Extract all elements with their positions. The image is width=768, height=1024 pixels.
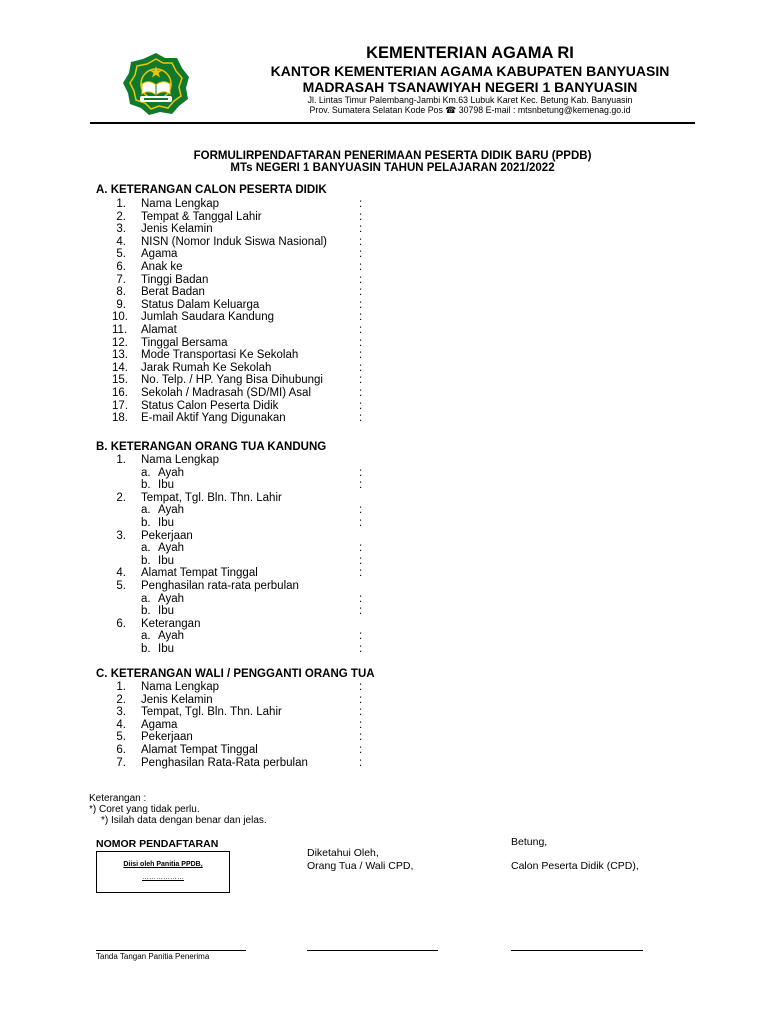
sub-field-letter: a.: [141, 466, 151, 479]
field-colon: :: [359, 630, 363, 643]
field-colon: :: [359, 466, 363, 479]
field-row: [0, 580, 768, 593]
sub-field-label: Ayah: [158, 542, 185, 555]
field-label: Mode Transportasi Ke Sekolah: [141, 349, 299, 362]
field-row: [0, 492, 768, 505]
field-number: 14.: [112, 361, 128, 374]
field-colon: :: [359, 744, 363, 756]
field-number: 6.: [116, 744, 126, 756]
sub-field-row: [0, 542, 768, 555]
field-colon: :: [359, 374, 363, 387]
sub-field-letter: a.: [141, 630, 151, 643]
field-colon: :: [359, 198, 363, 210]
field-colon: :: [359, 324, 363, 336]
field-label: Nama Lengkap: [141, 454, 219, 466]
field-colon: :: [359, 554, 363, 567]
field-colon: :: [359, 718, 363, 731]
field-number: 4.: [116, 718, 126, 731]
field-colon: :: [359, 504, 363, 517]
note-line-1: *) Coret yang tidak perlu.: [89, 804, 200, 815]
field-number: 9.: [116, 298, 126, 311]
field-row: [0, 286, 768, 299]
sub-field-letter: a.: [141, 542, 151, 555]
sub-field-label: Ibu: [158, 605, 174, 618]
field-number: 5.: [116, 248, 126, 261]
field-number: 2.: [116, 210, 126, 223]
field-colon: :: [359, 517, 363, 529]
field-colon: :: [359, 756, 363, 769]
field-row: [0, 567, 768, 580]
field-label: Jarak Rumah Ke Sekolah: [141, 361, 272, 374]
sub-field-row: [0, 630, 768, 643]
field-row: [0, 337, 768, 350]
field-colon: :: [359, 273, 363, 286]
field-number: 4.: [116, 567, 126, 580]
field-label: Penghasilan rata-rata perbulan: [141, 580, 299, 592]
committee-signature-line: [96, 950, 246, 951]
field-colon: :: [359, 349, 363, 362]
field-label: Jumlah Saudara Kandung: [141, 311, 274, 324]
field-label: Pekerjaan: [141, 731, 193, 744]
sub-field-row: [0, 643, 768, 656]
field-row: [0, 274, 768, 287]
field-colon: :: [359, 567, 363, 580]
student-signature-line: [511, 950, 643, 951]
field-label: Berat Badan: [141, 286, 205, 299]
form-title: FORMULIRPENDAFTARAN PENERIMAAN PESERTA DIDIK BARU (PPDB): [193, 150, 592, 162]
sub-field-letter: b.: [141, 479, 151, 492]
field-colon: :: [359, 387, 363, 399]
sub-field-row: [0, 517, 768, 530]
sub-field-letter: b.: [141, 517, 151, 529]
field-row: [0, 236, 768, 249]
field-label: Pekerjaan: [141, 529, 193, 542]
section-a-title: A. KETERANGAN CALON PESERTA DIDIK: [96, 184, 327, 196]
field-row: [0, 299, 768, 312]
field-label: Agama: [141, 248, 178, 261]
field-row: [0, 681, 768, 694]
field-colon: :: [359, 693, 363, 706]
field-row: [0, 731, 768, 744]
sub-field-letter: a.: [141, 504, 151, 517]
registration-box-label: Diisi oleh Panitia PPDB,: [123, 861, 203, 868]
field-number: 12.: [112, 336, 128, 349]
field-number: 11.: [112, 324, 128, 336]
sub-field-label: Ibu: [158, 479, 174, 492]
field-label: Keterangan: [141, 617, 201, 630]
field-row: [0, 719, 768, 732]
field-number: 8.: [116, 286, 126, 299]
place-label: Betung,: [511, 836, 548, 848]
field-colon: :: [359, 298, 363, 311]
sub-field-label: Ayah: [158, 466, 185, 479]
field-label: No. Telp. / HP. Yang Bisa Dihubungi: [141, 374, 323, 387]
field-row: [0, 223, 768, 236]
registration-number-box: [96, 851, 230, 893]
section-b-title: B. KETERANGAN ORANG TUA KANDUNG: [96, 441, 327, 453]
committee-signature-label: Tanda Tangan Panitia Penerima: [96, 952, 210, 961]
school-title: MADRASAH TSANAWIYAH NEGERI 1 BANYUASIN: [302, 79, 638, 95]
field-label: Agama: [141, 718, 178, 731]
field-number: 3.: [116, 706, 126, 719]
sub-field-letter: b.: [141, 605, 151, 618]
field-label: Alamat Tempat Tinggal: [141, 567, 258, 580]
registration-number-title: NOMOR PENDAFTARAN: [96, 838, 219, 850]
field-row: [0, 311, 768, 324]
field-colon: :: [359, 399, 363, 412]
sub-field-row: [0, 467, 768, 480]
field-colon: :: [359, 479, 363, 492]
field-colon: :: [359, 223, 363, 236]
field-number: 7.: [116, 756, 126, 769]
field-number: 4.: [116, 235, 126, 248]
field-colon: :: [359, 261, 363, 273]
sub-field-row: [0, 479, 768, 492]
field-row: [0, 349, 768, 362]
form-subtitle: MTs NEGERI 1 BANYUASIN TAHUN PELAJARAN 2021/2022: [230, 162, 555, 174]
parent-known-by: Diketahui Oleh,: [307, 847, 379, 859]
field-row: [0, 362, 768, 375]
field-number: 5.: [116, 580, 126, 592]
field-number: 18.: [112, 412, 128, 425]
field-label: Tinggal Bersama: [141, 336, 228, 349]
field-colon: :: [359, 248, 363, 261]
sub-field-label: Ayah: [158, 630, 185, 643]
field-label: Status Calon Peserta Didik: [141, 399, 279, 412]
field-row: [0, 261, 768, 274]
section-c-title: C. KETERANGAN WALI / PENGGANTI ORANG TUA: [96, 668, 375, 680]
field-label: Tempat & Tanggal Lahir: [141, 210, 262, 223]
field-colon: :: [359, 361, 363, 374]
field-number: 7.: [116, 273, 126, 286]
field-colon: :: [359, 592, 363, 605]
field-colon: :: [359, 311, 363, 324]
field-colon: :: [359, 643, 363, 655]
field-row: [0, 694, 768, 707]
header-divider: [90, 122, 695, 124]
address-line-1: Jl. Lintas Timur Palembang-Jambi Km.63 Lubuk Karet Kec. Betung Kab. Banyuasin: [307, 95, 633, 105]
field-colon: :: [359, 286, 363, 299]
field-number: 3.: [116, 223, 126, 236]
field-number: 10.: [112, 311, 128, 324]
field-colon: :: [359, 235, 363, 248]
field-number: 13.: [112, 349, 128, 362]
field-label: Nama Lengkap: [141, 681, 219, 693]
sub-field-letter: b.: [141, 554, 151, 567]
field-label: Alamat Tempat Tinggal: [141, 744, 258, 756]
field-colon: :: [359, 412, 363, 425]
field-row: [0, 324, 768, 337]
field-row: [0, 198, 768, 211]
registration-box-dots: ………………: [142, 874, 184, 881]
field-colon: :: [359, 681, 363, 693]
field-label: Tinggi Badan: [141, 273, 209, 286]
sub-field-label: Ibu: [158, 554, 174, 567]
field-number: 17.: [112, 399, 128, 412]
parent-signature-line: [307, 950, 438, 951]
field-label: Status Dalam Keluarga: [141, 298, 260, 311]
field-row: [0, 530, 768, 543]
sub-field-row: [0, 593, 768, 606]
sub-field-label: Ibu: [158, 643, 174, 655]
field-colon: :: [359, 706, 363, 719]
field-number: 1.: [116, 454, 126, 466]
field-colon: :: [359, 210, 363, 223]
field-label: Anak ke: [141, 261, 183, 273]
kemenag-logo: [122, 52, 190, 116]
field-label: Nama Lengkap: [141, 198, 219, 210]
office-title: KANTOR KEMENTERIAN AGAMA KABUPATEN BANYUASIN: [270, 63, 670, 79]
notes-heading: Keterangan :: [89, 793, 147, 804]
field-row: [0, 454, 768, 467]
field-number: 2.: [116, 693, 126, 706]
ministry-title: KEMENTERIAN AGAMA RI: [366, 44, 574, 62]
address-line-2: Prov. Sumatera Selatan Kode Pos ☎ 30798 E-mail : mtsnbetung@kemenag.go.id: [309, 105, 631, 115]
field-colon: :: [359, 542, 363, 555]
field-colon: :: [359, 336, 363, 349]
field-row: [0, 211, 768, 224]
sub-field-label: Ibu: [158, 517, 174, 529]
field-number: 2.: [116, 491, 126, 504]
field-row: [0, 248, 768, 261]
sub-field-letter: a.: [141, 592, 151, 605]
student-role: Calon Peserta Didik (CPD),: [511, 860, 639, 872]
field-number: 1.: [116, 198, 126, 210]
field-number: 1.: [116, 681, 126, 693]
field-row: [0, 618, 768, 631]
field-label: Penghasilan Rata-Rata perbulan: [141, 756, 308, 769]
sub-field-letter: b.: [141, 643, 151, 655]
field-row: [0, 412, 768, 425]
field-row: [0, 374, 768, 387]
field-row: [0, 400, 768, 413]
field-colon: :: [359, 731, 363, 744]
field-number: 6.: [116, 261, 126, 273]
field-label: NISN (Nomor Induk Siswa Nasional): [141, 235, 327, 248]
field-label: Sekolah / Madrasah (SD/MI) Asal: [141, 387, 312, 399]
sub-field-label: Ayah: [158, 592, 185, 605]
field-label: Alamat: [141, 324, 177, 336]
field-row: [0, 706, 768, 719]
field-number: 16.: [112, 387, 128, 399]
field-row: [0, 387, 768, 400]
field-label: Tempat, Tgl. Bln. Thn. Lahir: [141, 706, 282, 719]
field-number: 3.: [116, 529, 126, 542]
field-label: Jenis Kelamin: [141, 223, 213, 236]
field-row: [0, 744, 768, 757]
sub-field-row: [0, 605, 768, 618]
sub-field-label: Ayah: [158, 504, 185, 517]
field-number: 15.: [112, 374, 128, 387]
field-number: 5.: [116, 731, 126, 744]
note-line-2: *) Isilah data dengan benar dan jelas.: [101, 815, 267, 826]
parent-role: Orang Tua / Wali CPD,: [307, 860, 414, 872]
field-label: Tempat, Tgl. Bln. Thn. Lahir: [141, 491, 282, 504]
sub-field-row: [0, 504, 768, 517]
field-colon: :: [359, 605, 363, 618]
field-label: E-mail Aktif Yang Digunakan: [141, 412, 286, 425]
field-number: 6.: [116, 617, 126, 630]
field-row: [0, 757, 768, 770]
sub-field-row: [0, 555, 768, 568]
field-label: Jenis Kelamin: [141, 693, 213, 706]
